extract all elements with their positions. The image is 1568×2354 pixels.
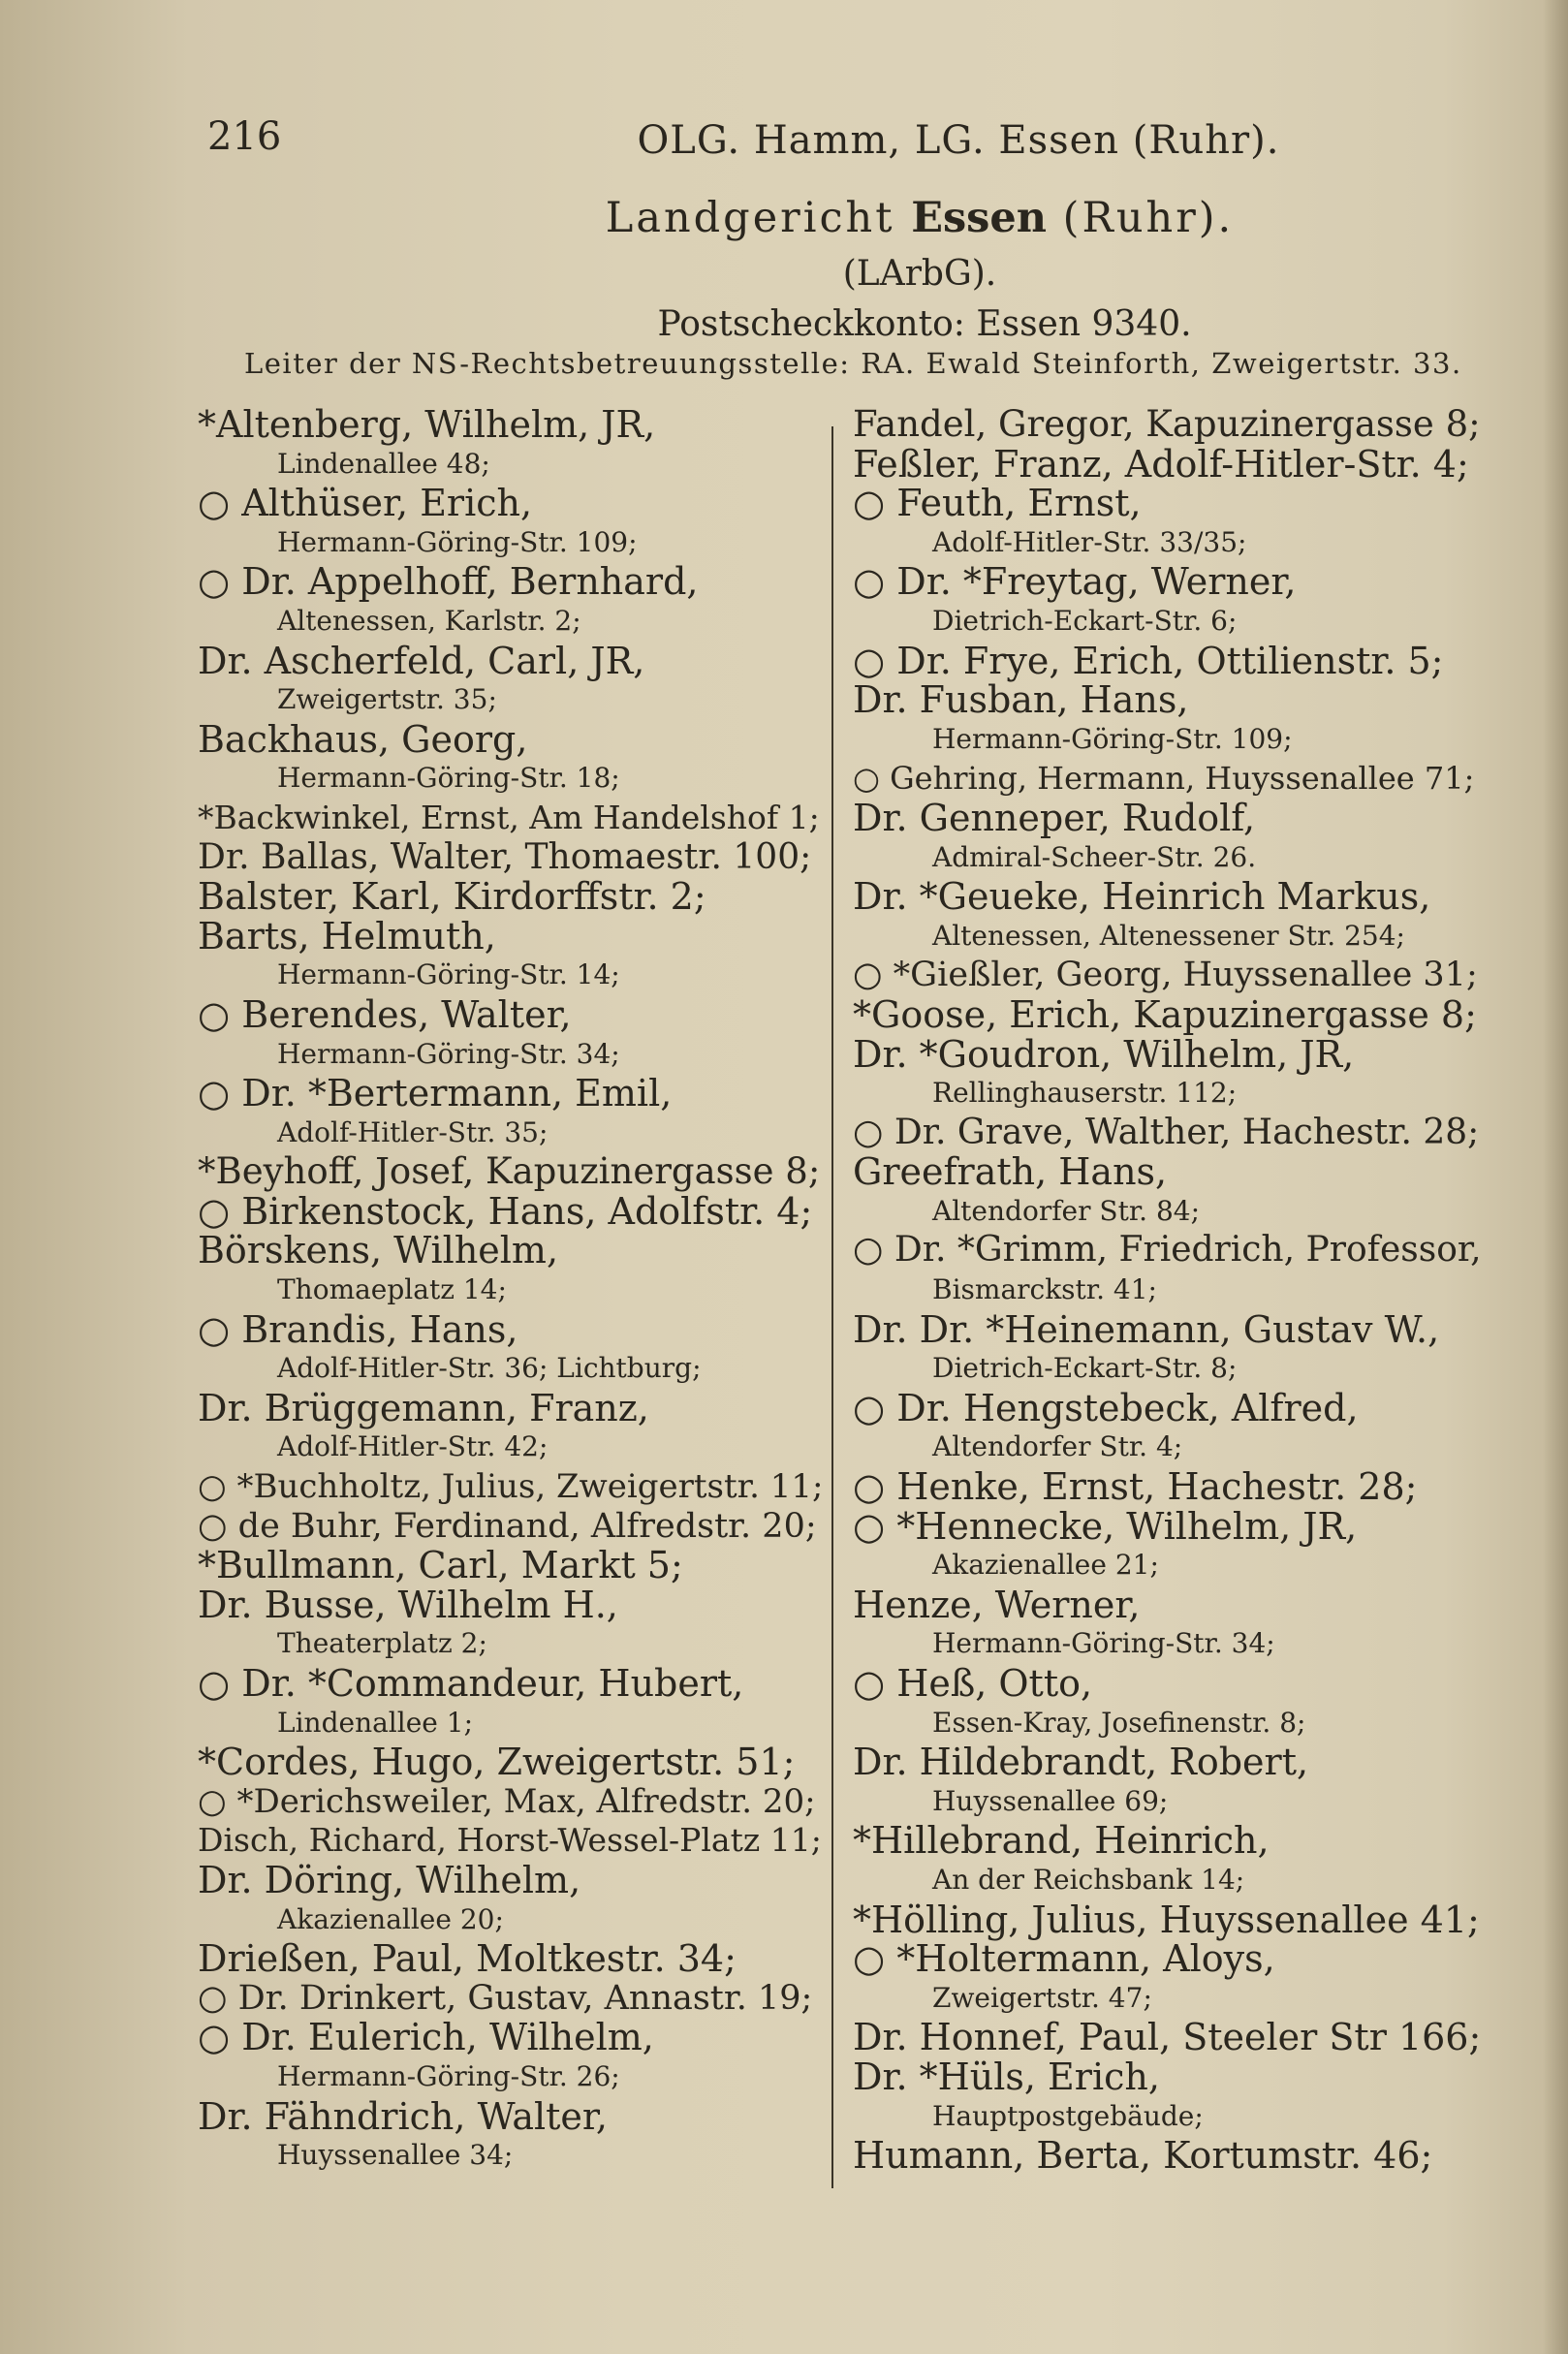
entry-name-line: Dr. Fähndrich, Walter, <box>198 2094 608 2138</box>
entry-name-line: ○ *Gießler, Georg, Huyssenallee 31; <box>853 956 1478 995</box>
entry-name-line: ○ *Derichsweiler, Max, Alfredstr. 20; <box>198 1781 816 1821</box>
lawyer-entry <box>853 1900 1492 1940</box>
lawyer-entry <box>198 1585 828 1664</box>
entry-name-line: ○ *Hennecke, Wilhelm, JR, <box>853 1504 1358 1548</box>
entry-address-line: Hermann-Göring-Str. 26; <box>277 2059 620 2092</box>
entry-name-line: *Backwinkel, Ernst, Am Handelshof 1; <box>198 798 820 836</box>
entry-name-line: ○ Henke, Ernst, Hachestr. 28; <box>853 1465 1418 1509</box>
entry-name-line: *Hölling, Julius, Huyssenallee 41; <box>853 1898 1480 1941</box>
lawyer-entry <box>853 956 1492 995</box>
entry-name-line: ○ Althüser, Erich, <box>198 482 533 525</box>
entry-name-line: *Altenberg, Wilhelm, JR, <box>198 403 656 446</box>
lawyer-entry <box>198 405 828 484</box>
entry-name-line: ○ *Holtermann, Aloys, <box>853 1937 1275 1981</box>
lawyer-entry <box>853 562 1492 641</box>
entry-address-line: Hermann-Göring-Str. 109; <box>277 525 638 558</box>
lawyer-entry <box>198 484 828 562</box>
lawyer-entry <box>853 2136 1492 2176</box>
entry-name-line: ○ Dr. *Grimm, Friedrich, Professor, <box>853 1230 1482 1271</box>
lawyer-entry <box>853 405 1492 445</box>
entry-address-line: Dietrich-Eckart-Str. 6; <box>932 604 1238 637</box>
court-title-suffix: (Ruhr). <box>1047 194 1235 242</box>
entry-name-line: Dr. *Geueke, Heinrich Markus, <box>853 875 1431 919</box>
entry-address-line: Lindenallee 1; <box>277 1706 474 1739</box>
entry-name-line: Disch, Richard, Horst-Wessel-Platz 11; <box>198 1821 822 1860</box>
entry-name-line: ○ Gehring, Hermann, Huyssenallee 71; <box>853 760 1475 798</box>
entry-address-line: Altenessen, Altenessener Str. 254; <box>932 919 1405 952</box>
entry-address-line: Adolf-Hitler-Str. 36; Lichtburg; <box>277 1352 702 1385</box>
entry-name-line: Dr. Ascherfeld, Carl, JR, <box>198 639 645 682</box>
entry-name-line: Balster, Karl, Kirdorffstr. 2; <box>198 875 706 919</box>
entry-address-line: Huyssenallee 34; <box>277 2139 514 2172</box>
lawyer-entry <box>853 1307 1492 1389</box>
entry-name-line: Dr. Honnef, Paul, Steeler Str 166; <box>853 2016 1482 2059</box>
entry-address-line: Dietrich-Eckart-Str. 8; <box>932 1352 1238 1385</box>
lawyer-entry <box>853 484 1492 562</box>
left-column <box>198 405 828 2176</box>
entry-address-line: Huyssenallee 69; <box>932 1784 1169 1817</box>
entry-name-line: ○ Dr. Drinkert, Gustav, Annastr. 19; <box>198 1978 813 2018</box>
running-head: OLG. Hamm, LG. Essen (Ruhr). <box>637 118 1280 163</box>
lawyer-entry <box>853 992 1492 1036</box>
entry-name-line: ○ Berendes, Walter, <box>198 992 572 1036</box>
lawyer-entry <box>853 1742 1492 1821</box>
lawyer-entry <box>198 1307 828 1389</box>
entry-name-line: Dr. Fusban, Hans, <box>853 678 1189 722</box>
entry-address-line: Zweigertstr. 47; <box>932 1981 1152 2014</box>
lawyer-entry <box>198 1742 828 1782</box>
entry-address-line: Altendorfer Str. 84; <box>932 1194 1201 1227</box>
entry-name-line: Dr. Hildebrandt, Robert, <box>853 1741 1309 1784</box>
entry-name-line: ○ Brandis, Hans, <box>198 1307 518 1351</box>
lawyer-entry <box>198 1507 828 1547</box>
entry-name-line: Fandel, Gregor, Kapuzinergasse 8; <box>853 403 1481 445</box>
entry-name-line: ○ *Buchholtz, Julius, Zweigertstr. 11; <box>198 1467 824 1507</box>
lawyer-entry <box>198 1858 828 1939</box>
postcheck-account: Postscheckkonto: Essen 9340. <box>657 304 1192 344</box>
entry-name-line: ○ Dr. Appelhoff, Bernhard, <box>198 560 699 604</box>
entry-name-line: Dr. Brüggemann, Franz, <box>198 1386 649 1429</box>
lawyer-entry <box>853 1386 1492 1467</box>
entry-name-line: Greefrath, Hans, <box>853 1150 1168 1194</box>
entry-address-line: Theaterplatz 2; <box>277 1627 487 1660</box>
court-title <box>0 194 1568 242</box>
lawyer-entry <box>198 717 828 799</box>
lawyer-entry <box>198 1821 828 1861</box>
entry-name-line: ○ Dr. *Commandeur, Hubert, <box>198 1662 744 1705</box>
entry-address-line: Hermann-Göring-Str. 18; <box>277 762 620 795</box>
entry-name-line: Henze, Werner, <box>853 1583 1141 1626</box>
entry-address-line: Admiral-Scheer-Str. 26. <box>932 840 1257 873</box>
lawyer-entry <box>853 442 1492 486</box>
labor-court-label: (LArbG). <box>842 254 997 294</box>
lawyer-entry <box>198 1231 828 1309</box>
lawyer-entry <box>198 1546 828 1585</box>
right-column <box>853 405 1492 2176</box>
lawyer-entry <box>853 1664 1492 1742</box>
entry-name-line: ○ Dr. Grave, Walther, Hachestr. 28; <box>853 1112 1480 1152</box>
lawyer-entry <box>198 639 828 720</box>
lawyer-entry <box>198 1467 828 1507</box>
entry-name-line: *Cordes, Hugo, Zweigertstr. 51; <box>198 1741 796 1784</box>
entry-address-line: Altendorfer Str. 4; <box>932 1430 1183 1463</box>
lawyer-entry <box>853 1939 1492 2018</box>
lawyer-entry <box>853 1152 1492 1231</box>
entry-name-line: ○ Dr. *Freytag, Werner, <box>853 560 1297 604</box>
lawyer-entry <box>198 914 828 995</box>
entry-name-line: Drießen, Paul, Moltkestr. 34; <box>198 1937 737 1981</box>
lawyer-entry <box>198 992 828 1074</box>
entry-address-line: Thomaeplatz 14; <box>277 1273 507 1306</box>
lawyer-entry <box>198 1782 828 1822</box>
court-title-prefix: Landgericht <box>605 194 912 242</box>
entry-address-line: Adolf-Hitler-Str. 35; <box>277 1115 549 1148</box>
lawyer-entry <box>198 1074 828 1152</box>
entry-name-line: Dr. Busse, Wilhelm H., <box>198 1583 618 1626</box>
entry-name-line: Dr. Dr. *Heinemann, Gustav W., <box>853 1307 1440 1351</box>
lawyer-entry <box>853 1467 1492 1507</box>
legal-aid-leader: Leiter der NS-Rechtsbetreuungsstelle: RA. Ewald Steinforth, Zweigertstr. 33. <box>244 347 1462 380</box>
lawyer-entry <box>198 1979 828 2019</box>
entry-name-line: Barts, Helmuth, <box>198 914 496 957</box>
page-number: 216 <box>207 114 282 159</box>
lawyer-entry <box>853 2018 1492 2057</box>
entry-name-line: ○ Dr. Hengstebeck, Alfred, <box>853 1386 1359 1429</box>
lawyer-entry <box>198 2094 828 2176</box>
entry-name-line: ○ Feuth, Ernst, <box>853 482 1142 525</box>
lawyer-entry <box>853 796 1492 877</box>
entry-name-line: Dr. Ballas, Walter, Thomaestr. 100; <box>198 836 812 877</box>
lawyer-entry <box>198 799 828 838</box>
entry-name-line: ○ de Buhr, Ferdinand, Alfredstr. 20; <box>198 1506 817 1546</box>
entry-address-line: Akazienallee 20; <box>277 1902 504 1935</box>
entry-address-line: Rellinghauserstr. 112; <box>932 1077 1238 1110</box>
lawyer-entry <box>198 1939 828 1979</box>
entry-address-line: Essen-Kray, Josefinenstr. 8; <box>932 1706 1306 1739</box>
entry-address-line: Bismarckstr. 41; <box>932 1273 1157 1306</box>
lawyer-entry <box>853 2057 1492 2136</box>
entry-name-line: ○ Dr. *Bertermann, Emil, <box>198 1072 673 1115</box>
entry-address-line: Akazienallee 21; <box>932 1549 1159 1582</box>
entry-name-line: *Goose, Erich, Kapuzinergasse 8; <box>853 992 1477 1036</box>
lawyer-entry <box>853 1504 1492 1585</box>
lawyer-entry <box>853 759 1492 799</box>
lawyer-entry <box>198 2018 828 2096</box>
entry-address-line: Adolf-Hitler-Str. 42; <box>277 1430 549 1463</box>
entry-name-line: Feßler, Franz, Adolf-Hitler-Str. 4; <box>853 442 1469 486</box>
entry-name-line: *Hillebrand, Heinrich, <box>853 1819 1270 1863</box>
entry-address-line: Hermann-Göring-Str. 34; <box>932 1627 1275 1660</box>
entry-address-line: Zweigertstr. 35; <box>277 683 497 716</box>
entry-name-line: *Beyhoff, Josef, Kapuzinergasse 8; <box>198 1150 821 1193</box>
entry-name-line: ○ Heß, Otto, <box>853 1662 1093 1705</box>
entry-name-line: Dr. *Hüls, Erich, <box>853 2055 1160 2098</box>
lawyer-entry <box>853 1032 1492 1114</box>
lawyer-entry <box>198 562 828 641</box>
lawyer-entry <box>198 1386 828 1467</box>
entry-address-line: Hauptpostgebäude; <box>932 2099 1204 2132</box>
entry-name-line: ○ Dr. Frye, Erich, Ottilienstr. 5; <box>853 639 1444 682</box>
entry-name-line: Dr. Genneper, Rudolf, <box>853 796 1256 839</box>
entry-address-line: An der Reichsbank 14; <box>932 1863 1245 1896</box>
entry-address-line: Hermann-Göring-Str. 34; <box>277 1037 620 1070</box>
court-title-city: Essen <box>911 194 1048 242</box>
entry-name-line: Humann, Berta, Kortumstr. 46; <box>853 2134 1433 2178</box>
entry-name-line: Dr. Döring, Wilhelm, <box>198 1858 581 1901</box>
lawyer-entry <box>198 1152 828 1192</box>
entry-address-line: Lindenallee 48; <box>277 447 490 480</box>
lawyer-entry <box>198 838 828 878</box>
lawyer-entry <box>198 877 828 917</box>
entry-address-line: Altenessen, Karlstr. 2; <box>277 604 581 637</box>
lawyer-entry <box>853 1114 1492 1153</box>
entry-name-line: Börskens, Wilhelm, <box>198 1229 559 1272</box>
entry-address-line: Hermann-Göring-Str. 14; <box>277 958 620 991</box>
lawyer-entry <box>853 1231 1492 1309</box>
entry-name-line: ○ Birkenstock, Hans, Adolfstr. 4; <box>198 1189 813 1233</box>
entry-name-line: *Bullmann, Carl, Markt 5; <box>198 1544 683 1587</box>
lawyer-entry <box>853 1585 1492 1664</box>
entry-name-line: Backhaus, Georg, <box>198 717 528 761</box>
entry-name-line: Dr. *Goudron, Wilhelm, JR, <box>853 1032 1355 1076</box>
column-divider <box>831 426 833 2188</box>
lawyer-entry <box>198 1189 828 1233</box>
lawyer-entry <box>853 680 1492 759</box>
entry-address-line: Adolf-Hitler-Str. 33/35; <box>932 525 1247 558</box>
lawyer-entry <box>853 639 1492 682</box>
entry-name-line: ○ Dr. Eulerich, Wilhelm, <box>198 2016 654 2059</box>
lawyer-entry <box>198 1664 828 1742</box>
lawyer-entry <box>853 1821 1492 1899</box>
entry-address-line: Hermann-Göring-Str. 109; <box>932 722 1293 755</box>
lawyer-entry <box>853 877 1492 956</box>
